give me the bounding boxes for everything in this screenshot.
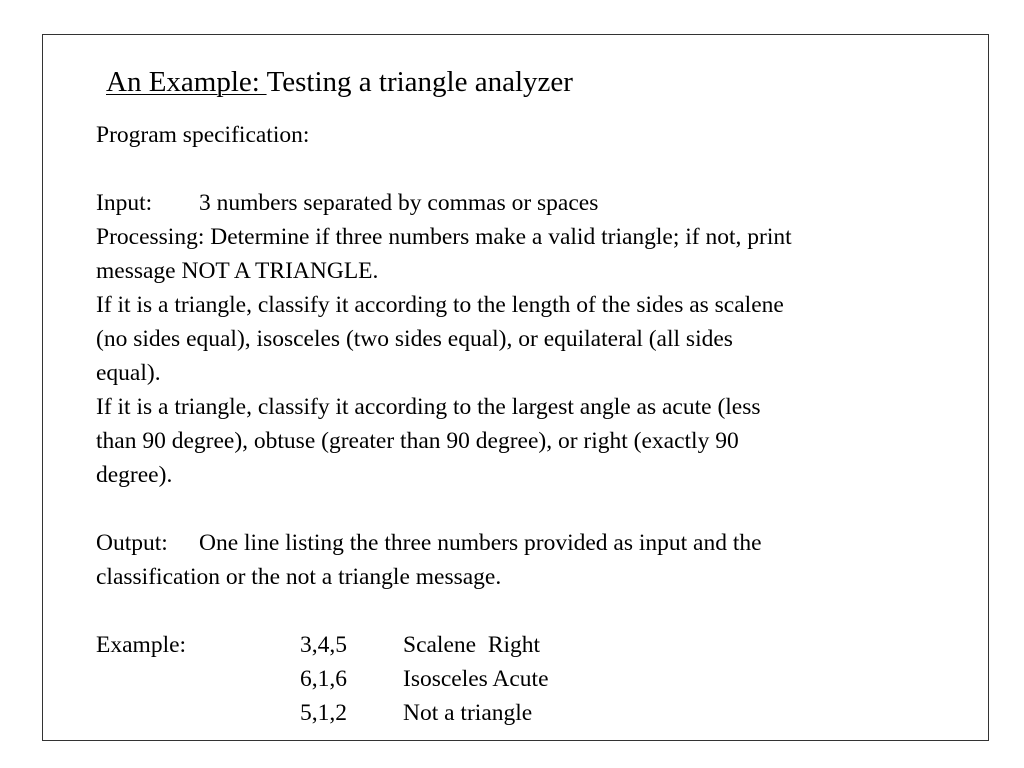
processing-line: message NOT A TRIANGLE. <box>96 258 379 284</box>
input-label: Input: <box>96 190 153 216</box>
output-line: classification or the not a triangle message. <box>96 564 502 590</box>
spacer <box>96 492 956 526</box>
processing-line: If it is a triangle, classify it according to the length of the sides as scalene <box>96 292 784 318</box>
processing-line: equal). <box>96 360 161 386</box>
processing-line: degree). <box>96 462 173 488</box>
processing-line: (no sides equal), isosceles (two sides equal), or equilateral (all sides <box>96 326 733 352</box>
example-numbers: 3,4,5 <box>300 632 347 658</box>
example-classification: Not a triangle <box>403 700 533 726</box>
title-rest: Testing a triangle analyzer <box>266 66 573 98</box>
processing-line: than 90 degree), obtuse (greater than 90 degree), or right (exactly 90 <box>96 428 739 454</box>
example-numbers: 6,1,6 <box>300 666 347 692</box>
example-label: Example: <box>96 632 187 658</box>
slide-title <box>106 63 573 101</box>
processing-line: Processing: Determine if three numbers make a valid triangle; if not, print <box>96 224 792 250</box>
example-row <box>96 696 956 730</box>
spacer <box>96 152 956 186</box>
spacer <box>96 594 956 628</box>
title-underlined-part: An Example: <box>106 66 267 98</box>
input-line <box>96 186 956 220</box>
example-classification: Scalene Right <box>403 632 541 658</box>
example-row <box>96 628 956 662</box>
output-line <box>96 526 956 560</box>
example-row <box>96 662 956 696</box>
example-classification: Isosceles Acute <box>403 666 549 692</box>
output-label: Output: <box>96 530 168 556</box>
input-text: 3 numbers separated by commas or spaces <box>199 190 599 216</box>
slide-body <box>96 118 956 730</box>
processing-line: If it is a triangle, classify it according to the largest angle as acute (less <box>96 394 761 420</box>
spec-heading: Program specification: <box>96 122 310 148</box>
output-text: One line listing the three numbers provided as input and the <box>199 530 762 556</box>
example-numbers: 5,1,2 <box>300 700 347 726</box>
